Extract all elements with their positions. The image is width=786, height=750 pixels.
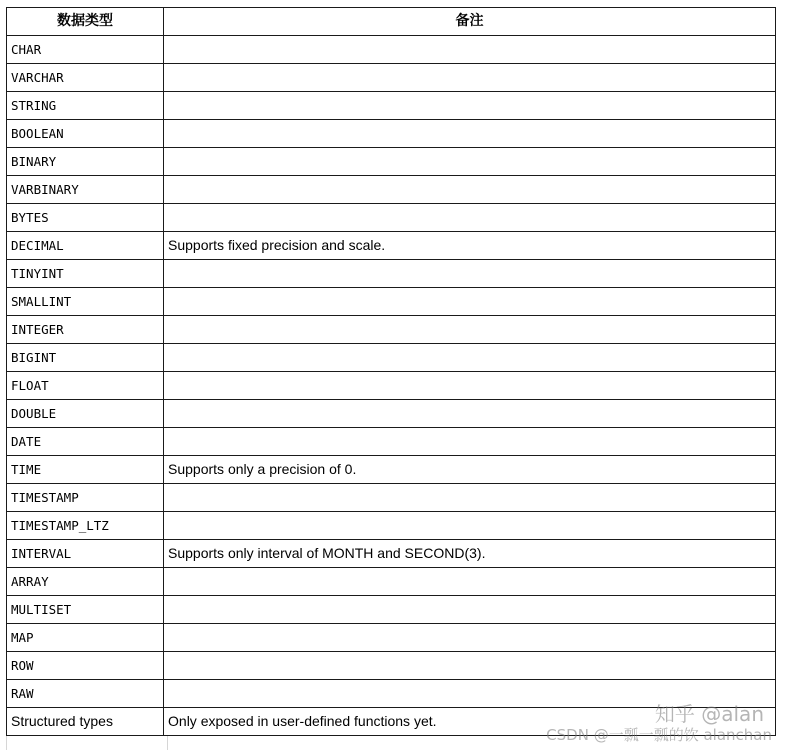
table-row bbox=[7, 708, 776, 736]
table-row bbox=[7, 596, 776, 624]
type-cell: BYTES bbox=[7, 204, 164, 232]
note-cell bbox=[164, 260, 776, 288]
note-cell bbox=[164, 288, 776, 316]
note-cell: Only exposed in user-defined functions yet. bbox=[164, 708, 776, 736]
type-cell: MAP bbox=[7, 624, 164, 652]
note-cell bbox=[164, 372, 776, 400]
type-cell: INTERVAL bbox=[7, 540, 164, 568]
type-cell: Structured types bbox=[7, 708, 164, 736]
note-cell bbox=[164, 64, 776, 92]
type-cell: FLOAT bbox=[7, 372, 164, 400]
note-cell bbox=[164, 344, 776, 372]
note-cell bbox=[164, 568, 776, 596]
table-row bbox=[7, 652, 776, 680]
note-cell bbox=[164, 428, 776, 456]
note-cell: Supports only a precision of 0. bbox=[164, 456, 776, 484]
type-cell: RAW bbox=[7, 680, 164, 708]
table-row bbox=[7, 568, 776, 596]
table-row bbox=[7, 120, 776, 148]
note-cell bbox=[164, 204, 776, 232]
note-cell bbox=[164, 512, 776, 540]
table-row bbox=[7, 64, 776, 92]
data-type-table bbox=[6, 7, 776, 736]
note-cell bbox=[164, 92, 776, 120]
type-cell: BINARY bbox=[7, 148, 164, 176]
type-cell: ROW bbox=[7, 652, 164, 680]
watermark-csdn: CSDN @一瓢一瓢的饮 alanchan bbox=[546, 726, 772, 744]
table-header-row bbox=[7, 8, 776, 36]
type-cell: INTEGER bbox=[7, 316, 164, 344]
type-cell: DECIMAL bbox=[7, 232, 164, 260]
note-cell bbox=[164, 148, 776, 176]
table-row bbox=[7, 36, 776, 64]
type-cell: DOUBLE bbox=[7, 400, 164, 428]
note-cell bbox=[164, 680, 776, 708]
table-row bbox=[7, 176, 776, 204]
note-cell bbox=[164, 176, 776, 204]
note-cell bbox=[164, 624, 776, 652]
table-row bbox=[7, 456, 776, 484]
note-cell: Supports only interval of MONTH and SECOND(3). bbox=[164, 540, 776, 568]
type-cell: BOOLEAN bbox=[7, 120, 164, 148]
note-cell bbox=[164, 400, 776, 428]
table-row bbox=[7, 204, 776, 232]
table-row bbox=[7, 92, 776, 120]
type-cell: MULTISET bbox=[7, 596, 164, 624]
type-cell: STRING bbox=[7, 92, 164, 120]
note-cell bbox=[164, 316, 776, 344]
type-cell: BIGINT bbox=[7, 344, 164, 372]
table-row bbox=[7, 316, 776, 344]
note-cell bbox=[164, 652, 776, 680]
type-cell: CHAR bbox=[7, 36, 164, 64]
type-cell: ARRAY bbox=[7, 568, 164, 596]
table-row bbox=[7, 512, 776, 540]
empty-row-fragment bbox=[6, 736, 777, 750]
table-row bbox=[7, 680, 776, 708]
table-row bbox=[7, 428, 776, 456]
table-row bbox=[7, 484, 776, 512]
type-cell: DATE bbox=[7, 428, 164, 456]
type-cell: VARCHAR bbox=[7, 64, 164, 92]
type-cell: TIMESTAMP_LTZ bbox=[7, 512, 164, 540]
note-cell bbox=[164, 120, 776, 148]
type-cell: VARBINARY bbox=[7, 176, 164, 204]
note-cell bbox=[164, 596, 776, 624]
table-row bbox=[7, 400, 776, 428]
table-row bbox=[7, 288, 776, 316]
note-cell bbox=[164, 484, 776, 512]
table-row bbox=[7, 372, 776, 400]
table-row bbox=[7, 344, 776, 372]
table-row bbox=[7, 260, 776, 288]
note-cell: Supports fixed precision and scale. bbox=[164, 232, 776, 260]
table-row bbox=[7, 232, 776, 260]
type-cell: SMALLINT bbox=[7, 288, 164, 316]
header-data-type: 数据类型 bbox=[7, 8, 164, 36]
header-remarks: 备注 bbox=[164, 8, 776, 36]
empty-row-divider bbox=[167, 736, 168, 750]
table-row bbox=[7, 148, 776, 176]
type-cell: TINYINT bbox=[7, 260, 164, 288]
watermark-zhihu: 知乎 @alan bbox=[654, 702, 764, 726]
type-cell: TIMESTAMP bbox=[7, 484, 164, 512]
note-cell bbox=[164, 36, 776, 64]
table-row bbox=[7, 624, 776, 652]
table-row bbox=[7, 540, 776, 568]
type-cell: TIME bbox=[7, 456, 164, 484]
